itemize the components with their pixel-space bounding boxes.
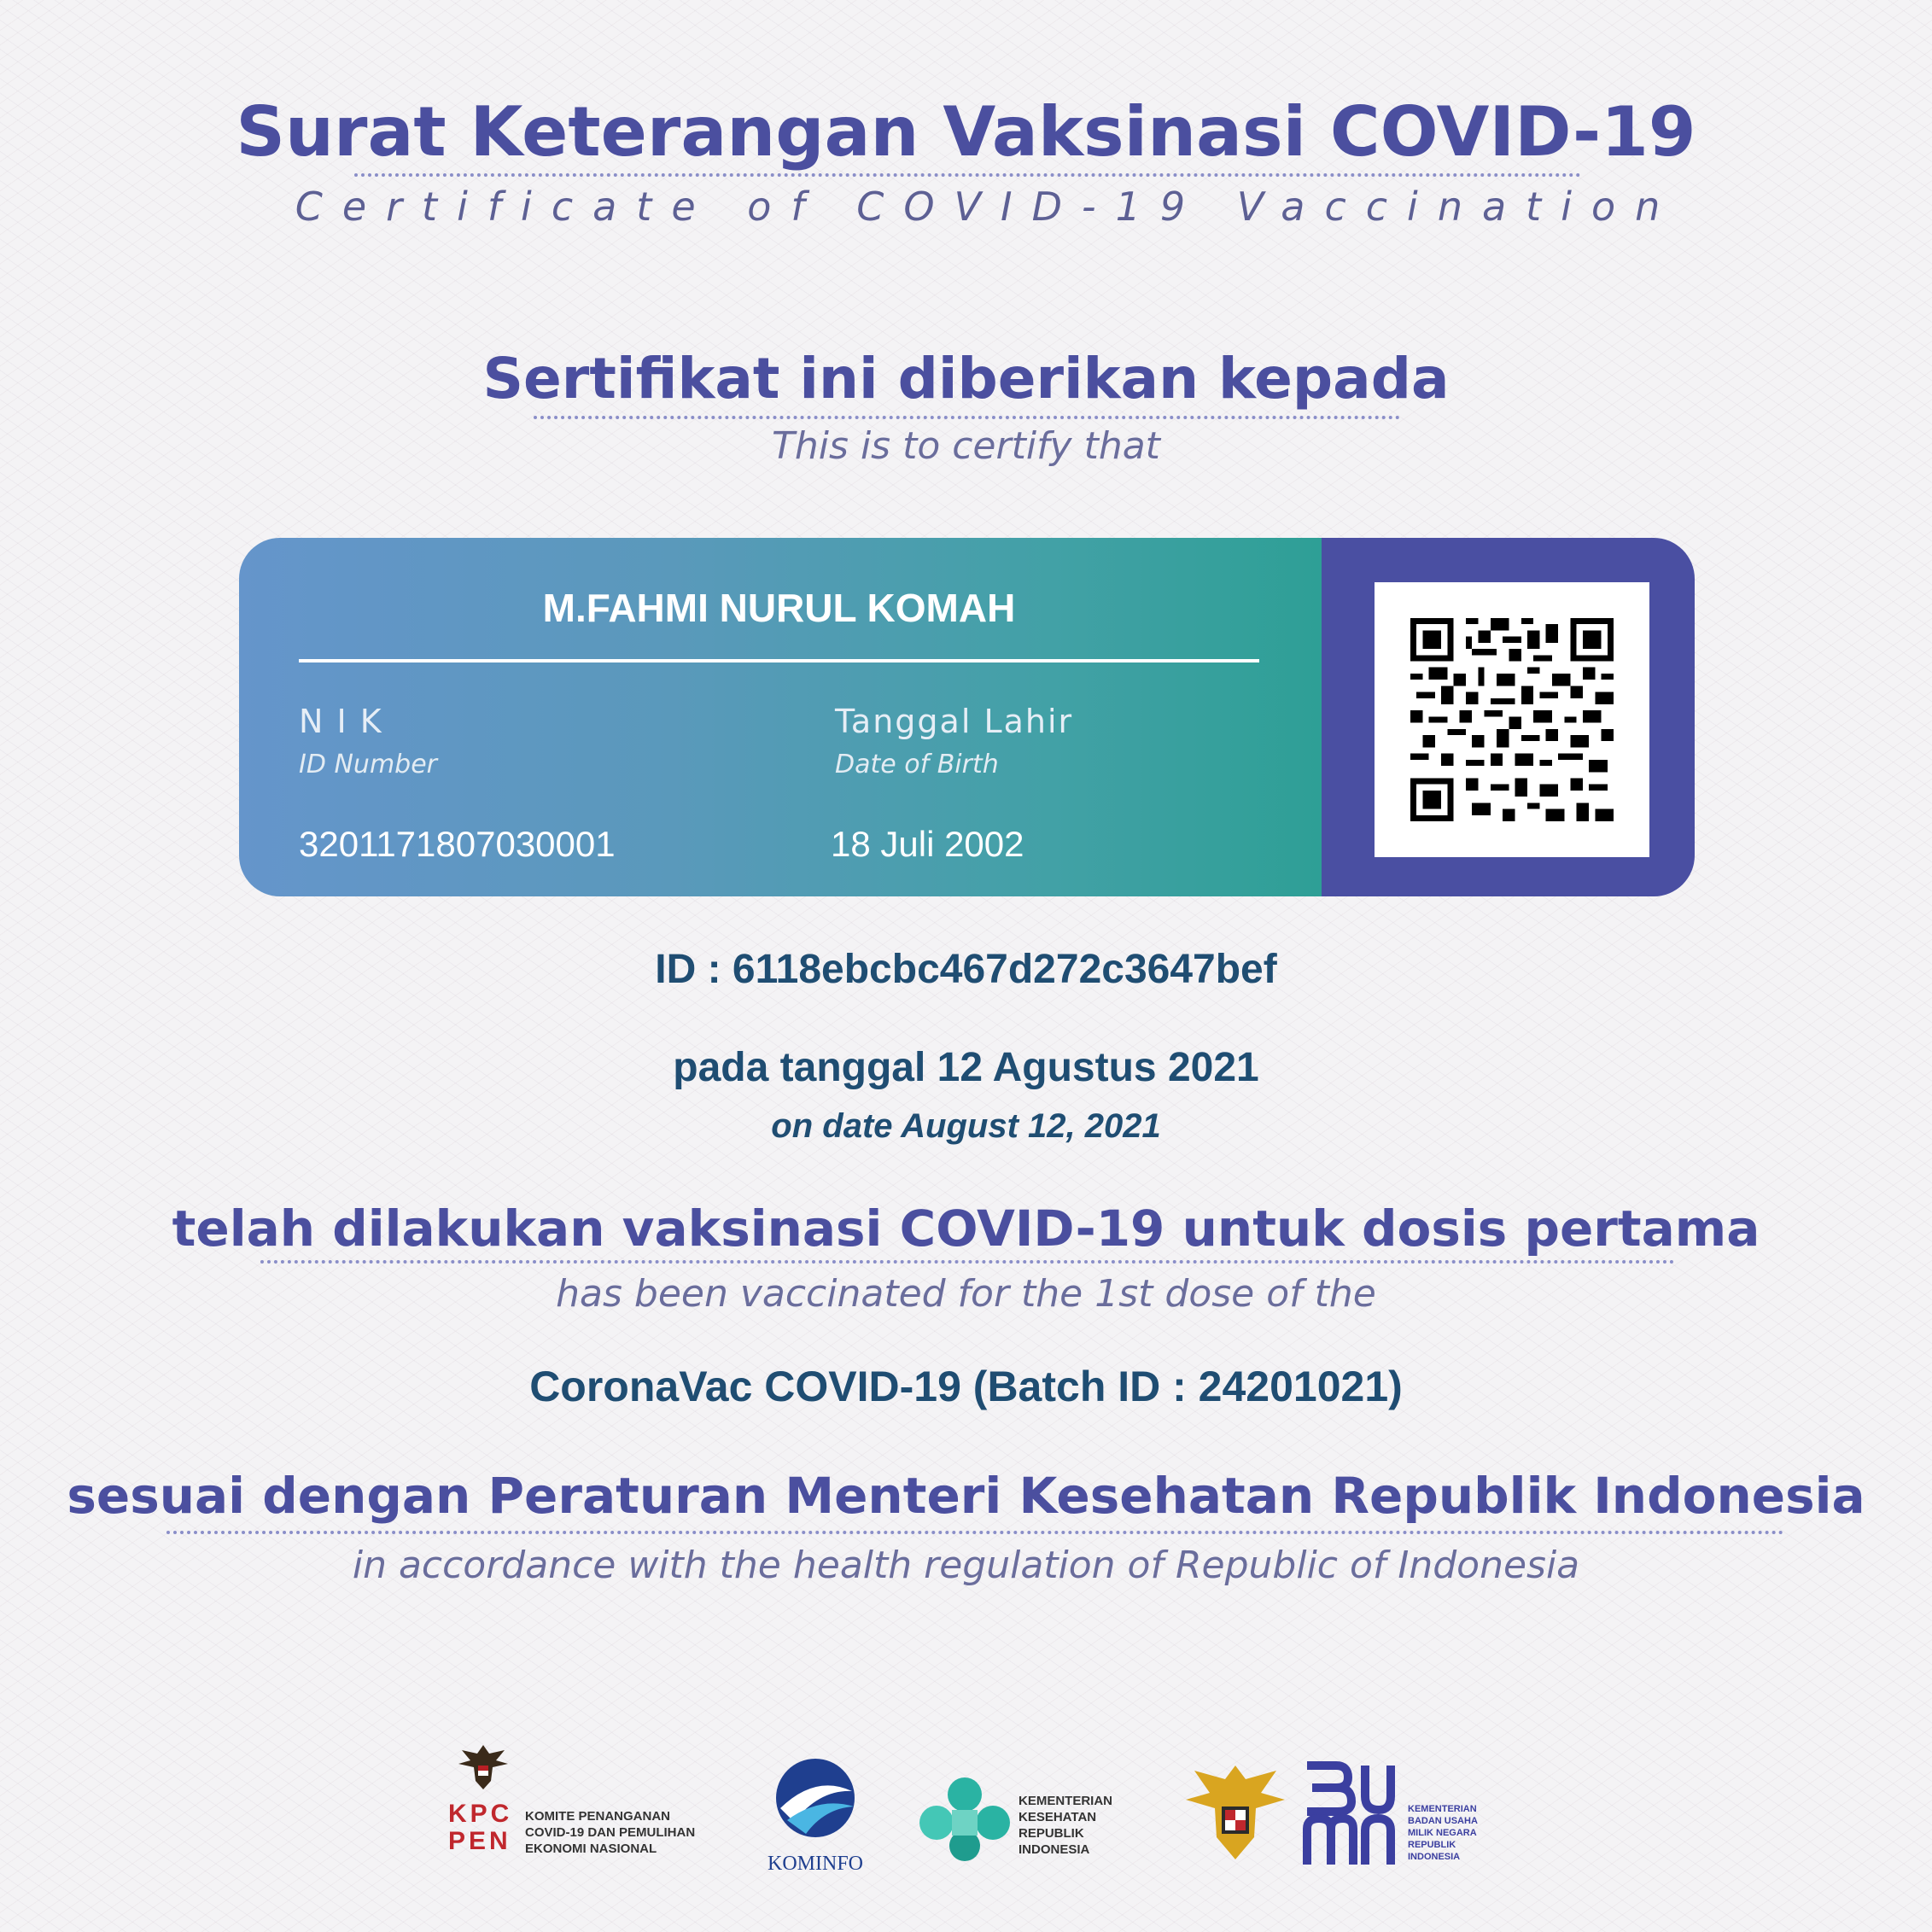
- qr-code: [1375, 582, 1649, 857]
- name-divider: [299, 659, 1259, 662]
- certificate-subtitle: Certificate of COVID-19 Vaccination: [295, 184, 1680, 230]
- dose-divider: [260, 1260, 1675, 1264]
- dose-statement-english: has been vaccinated for the 1st dose of the: [556, 1272, 1376, 1316]
- kominfo-logo: [760, 1757, 871, 1877]
- pen-letters: PEN: [448, 1827, 511, 1855]
- certificate-id: ID : 6118ebcbc467d272c3647bef: [655, 947, 1277, 992]
- nik-label: N I K: [299, 703, 383, 740]
- given-to-divider: [534, 416, 1400, 419]
- bumn-caption: KEMENTERIAN BADAN USAHA MILIK NEGARA REPUBLIK INDONESIA: [1408, 1804, 1478, 1862]
- given-to-heading: Sertifikat ini diberikan kepada: [482, 346, 1450, 411]
- bumn-logo: [1302, 1759, 1498, 1870]
- qr-code-icon: [1410, 618, 1614, 821]
- kemenkes-logo: [918, 1776, 1131, 1861]
- kemenkes-caption: KEMENTERIAN KESEHATAN REPUBLIK INDONESIA: [1019, 1794, 1113, 1857]
- certificate-title: Surat Keterangan Vaksinasi COVID-19: [236, 92, 1696, 172]
- holder-card: [239, 538, 1695, 896]
- title-divider: [354, 173, 1581, 177]
- garuda-pancasila-icon: [1182, 1759, 1289, 1870]
- dose-statement: telah dilakukan vaksinasi COVID-19 untuk dosis pertama: [172, 1199, 1760, 1258]
- bumn-mark-icon: [1302, 1759, 1396, 1870]
- vaccine-name: CoronaVac COVID-19 (Batch ID : 24201021): [529, 1363, 1403, 1410]
- nik-sublabel: ID Number: [299, 750, 437, 779]
- kemenkes-cross-icon: [918, 1776, 1012, 1861]
- garuda-pancasila-logo: [1182, 1759, 1289, 1870]
- kpcpen-caption: KOMITE PENANGANAN COVID-19 DAN PEMULIHAN EKONOMI NASIONAL: [525, 1809, 696, 1856]
- regulation-statement: sesuai dengan Peraturan Menteri Kesehatan Republik Indonesia: [67, 1467, 1865, 1525]
- kominfo-caption: KOMINFO: [767, 1853, 863, 1875]
- kpcpen-logo: [448, 1742, 713, 1878]
- given-to-subheading: This is to certify that: [772, 424, 1160, 468]
- holder-info-panel: [239, 538, 1322, 896]
- vaccination-date: pada tanggal 12 Agustus 2021: [673, 1045, 1259, 1090]
- dob-sublabel: Date of Birth: [835, 750, 999, 779]
- vaccination-date-english: on date August 12, 2021: [771, 1107, 1161, 1145]
- kominfo-globe-icon: [768, 1757, 862, 1842]
- dob-value: 18 Juli 2002: [831, 824, 1024, 864]
- garuda-emblem-icon: [453, 1742, 513, 1795]
- dob-label: Tanggal Lahir: [835, 703, 1074, 740]
- regulation-divider: [166, 1531, 1784, 1534]
- holder-name: M.FAHMI NURUL KOMAH: [542, 586, 1016, 630]
- kpc-letters: KPC: [448, 1800, 513, 1828]
- regulation-statement-english: in accordance with the health regulation of Republic of Indonesia: [352, 1544, 1580, 1587]
- nik-value: 3201171807030001: [299, 824, 616, 864]
